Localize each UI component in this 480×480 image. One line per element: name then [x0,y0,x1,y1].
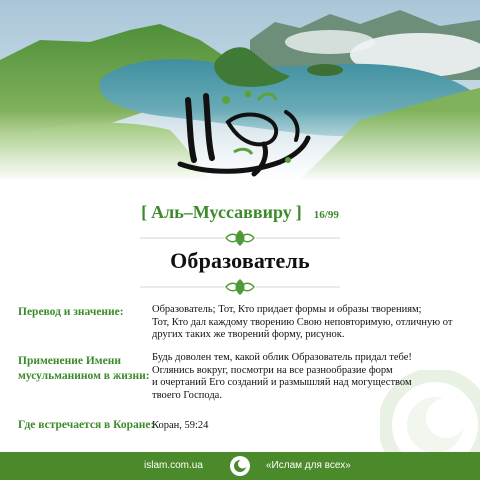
row-text-application [152,352,468,402]
footer-slogan: «Ислам для всех» [266,460,351,471]
text-line: других таких же творений форму, рисунок. [152,329,345,341]
text-line: Коран, 59:24 [152,420,209,431]
row-label-application [18,354,150,384]
text-line: Образователь; Тот, Кто придает формы и образы творениям; [152,304,422,315]
ornament-divider-top [140,227,340,249]
text-line: Тот, Кто дал каждому творению Свою неповторимую, отличную от [152,316,453,328]
footer-site-link[interactable]: islam.com.ua [144,460,203,471]
footer-bar [0,452,480,480]
name-number: 16/99 [313,209,339,221]
row-text-translation [152,304,468,342]
row-text-quran-reference [152,420,468,433]
label-line: мусульманином в жизни: [18,370,150,382]
text-line: Будь доволен тем, какой облик Образователь придал тебе! [152,352,412,363]
site-logo-icon [229,455,251,477]
row-label-quran-reference: Где встречается в Коране: [18,419,155,431]
arabic-calligraphy-emblem [168,82,318,182]
ornament-divider-bottom [140,276,340,298]
name-heading [0,202,480,223]
divine-name-transliteration: Аль–Муссаввиру [151,202,292,222]
text-line: Оглянись вокруг, посмотри на все разнообразие форм [152,364,393,376]
bracket-open: [ [141,202,148,222]
text-line: и очертаний Его созданий и размышляй над могуществом [152,377,412,389]
row-label-translation: Перевод и значение: [18,306,124,318]
page-title: Образователь [170,248,310,273]
text-line: твоего Господа. [152,389,222,401]
bracket-close: ] [295,202,302,222]
label-line: Применение Имени [18,355,122,367]
